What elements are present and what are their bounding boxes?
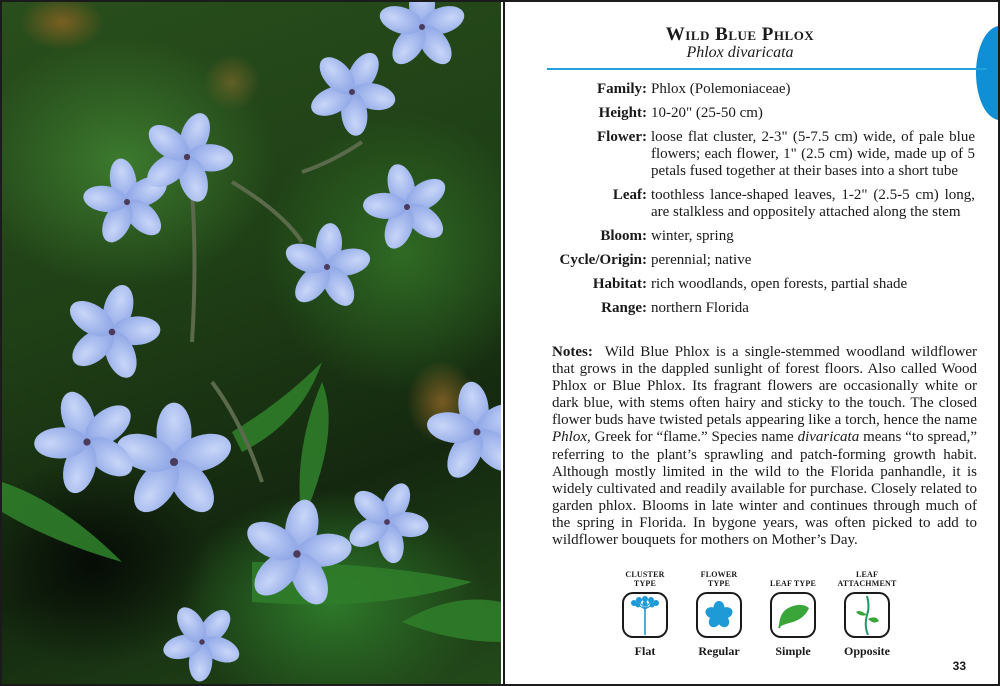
leaf-attachment-icon-block [837, 568, 897, 659]
identification-icons [618, 568, 897, 659]
field-value: Phlox (Polemoniaceae) [651, 81, 791, 97]
field-label: Family: [597, 81, 647, 97]
simple-leaf-icon [775, 600, 811, 630]
leaf-type-icon-block [766, 568, 820, 659]
field-family [505, 81, 975, 98]
icon-caption: Regular [698, 644, 740, 658]
field-label: Bloom: [600, 228, 647, 244]
opposite-leaf-icon [852, 595, 882, 635]
field-cycle-origin [505, 252, 975, 269]
field-flower [505, 129, 975, 180]
field-value: rich woodlands, open forests, partial shade [651, 276, 908, 292]
section-tab[interactable] [976, 26, 1000, 120]
field-leaf [505, 187, 975, 221]
icon-caption: Flat [634, 644, 656, 658]
field-label: Cycle/Origin: [559, 252, 647, 268]
field-value: northern Florida [651, 300, 749, 316]
field-label: Range: [601, 300, 647, 316]
notes-italic: divaricata [797, 429, 860, 446]
icon-header: CLUSTER TYPE [625, 570, 665, 588]
regular-flower-icon [704, 600, 734, 630]
flower-type-icon-block [692, 568, 746, 659]
icon-header: FLOWER TYPE [700, 570, 738, 588]
field-value: loose flat cluster, 2-3" (5-7.5 cm) wide, of pale blue flowers; each flower, 1" (2.5 cm) wide, made up of 5 petals fused together at their bases into a short tube [651, 129, 975, 179]
common-name: Wild Blue Phlox [665, 24, 815, 45]
field-label: Height: [598, 105, 647, 121]
field-label: Flower: [597, 129, 647, 145]
field-value: 10-20" (25-50 cm) [651, 105, 763, 121]
notes-text: , Greek for “flame.” Species name [587, 429, 798, 446]
notes-paragraph [552, 344, 977, 549]
icon-box [844, 592, 890, 638]
header-rule [547, 68, 987, 70]
notes-label: Notes: [552, 344, 593, 360]
icon-box [696, 592, 742, 638]
notes-text: means “to spread,” referring to the plant’s sprawling and patch-forming growth habit. Although mostly limited in the wild to the Florida panhandle, it is widely cultivated and readily available for purchase. Closely related to garden phlox. Blooms in late winter and continues through much of the spring in Florida. In bygone years, was often picked to add to wildflower bouquets for mothers on Mother’s Day. [552, 429, 977, 549]
notes-italic: Phlox [552, 429, 587, 446]
phlox-illustration [2, 2, 501, 686]
cluster-type-icon-block [618, 568, 672, 659]
field-range [505, 300, 975, 317]
flower-photo [2, 2, 501, 686]
field-value: toothless lance-shaped leaves, 1-2" (2.5-5 cm) long, are stalkless and oppositely attached along the stem [651, 187, 975, 220]
text-page [503, 2, 1000, 686]
icon-header: LEAF ATTACHMENT [837, 570, 897, 588]
field-habitat [505, 276, 975, 293]
page-number: 33 [952, 659, 966, 673]
icon-header: LEAF TYPE [769, 579, 817, 588]
field-height [505, 105, 975, 122]
icon-caption: Opposite [843, 644, 890, 658]
icon-box [622, 592, 668, 638]
icon-caption: Simple [775, 644, 811, 658]
fact-list [505, 81, 975, 324]
scientific-name: Phlox divaricata [686, 44, 794, 61]
field-bloom [505, 228, 975, 245]
field-label: Habitat: [592, 276, 647, 292]
field-label: Leaf: [612, 187, 647, 203]
field-value: winter, spring [651, 228, 734, 244]
icon-box [770, 592, 816, 638]
notes-text: Wild Blue Phlox is a single-stemmed woodland wildflower that grows in the dappled sunlight of forest floors. Also called Wood Phlox or Blue Phlox. Its fragrant flowers are occasionally white or dark blue, with stems often hairy and sticky to the touch. The closed flower buds have twisted petals appearing like a torch, hence the name [552, 344, 977, 429]
flat-cluster-icon [628, 595, 662, 635]
field-value: perennial; native [651, 252, 752, 268]
